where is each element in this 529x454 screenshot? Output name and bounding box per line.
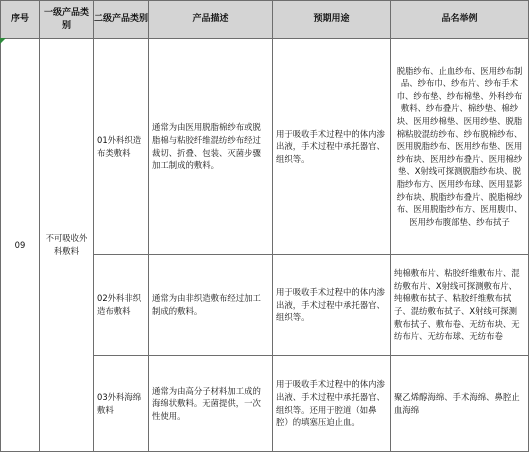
examples-cell: 纯棉敷布片、粘胶纤维敷布片、混纺敷布片、X射线可探测敷布片、纯棉敷布拭子、粘胶纤维敷布拭子、混纺敷布拭子、X射线可探测敷布拭子、敷布卷、无纺布块、无纺布片、无纺布球、无纺布卷 [391, 255, 529, 356]
header-row [1, 1, 529, 39]
header-intended-use: 预期用途 [273, 1, 391, 39]
intended-use-cell: 用于吸收手术过程中的体内渗出液，手术过程中承托器官、组织等。 [273, 39, 391, 255]
description-cell: 通常为由非织造敷布经过加工制成的敷料。 [149, 255, 273, 356]
description-cell: 通常为由高分子材料加工成的海绵状敷料。无菌提供，一次性使用。 [149, 356, 273, 452]
intended-use-cell: 用于吸收手术过程中的体内渗出液、手术过程中承托器官、组织等。还用于腔道（如鼻腔）的填塞压迫止血。 [273, 356, 391, 452]
level2-category-cell: 03外科海绵敷料 [94, 356, 149, 452]
header-name-examples: 品名举例 [391, 1, 529, 39]
table-row [1, 39, 529, 255]
header-serial: 序号 [1, 1, 40, 39]
level2-category-cell: 01外科织造布类敷料 [94, 39, 149, 255]
intended-use-cell: 用于吸收手术过程中的体内渗出液，手术过程中承托器官、组织等。 [273, 255, 391, 356]
header-product-description: 产品描述 [149, 1, 273, 39]
level1-category-cell: 不可吸收外科敷料 [40, 39, 94, 452]
header-level2-category: 二级产品类别 [94, 1, 149, 39]
header-level1-category: 一级产品类别 [40, 1, 94, 39]
examples-cell: 聚乙烯醇海绵、手术海绵、鼻腔止血海绵 [391, 356, 529, 452]
examples-cell: 脱脂纱布、止血纱布、医用纱布制品、纱布巾、纱布片、纱布手术巾、纱布垫、纱布棉垫、外科纱布敷料、纱布叠片、棉纱垫、棉纱块、医用纱棉垫、医用纱垫、脱脂棉粘胶混纺纱布、纱布脱棉纱布、医用脱脂纱布、医用纱布垫、医用纱布块、医用纱布叠片、医用棉纱垫、X射线可探测脱脂纱布块、脱脂纱布方、医用纱布球、医用显影纱布块、脱脂纱布叠片、脱脂棉纱布、医用脱脂纱布方、医用腹巾、医用纱布腹部垫、纱布拭子 [391, 39, 529, 255]
serial-number-cell: 09 [1, 39, 40, 452]
cell-corner-marker [0, 38, 6, 44]
level2-category-cell: 02外科非织造布敷料 [94, 255, 149, 356]
description-cell: 通常为由医用脱脂棉纱布或脱脂棉与粘胶纤维混纺纱布经过裁切、折叠、包装、灭菌步骤加工制成的敷料。 [149, 39, 273, 255]
